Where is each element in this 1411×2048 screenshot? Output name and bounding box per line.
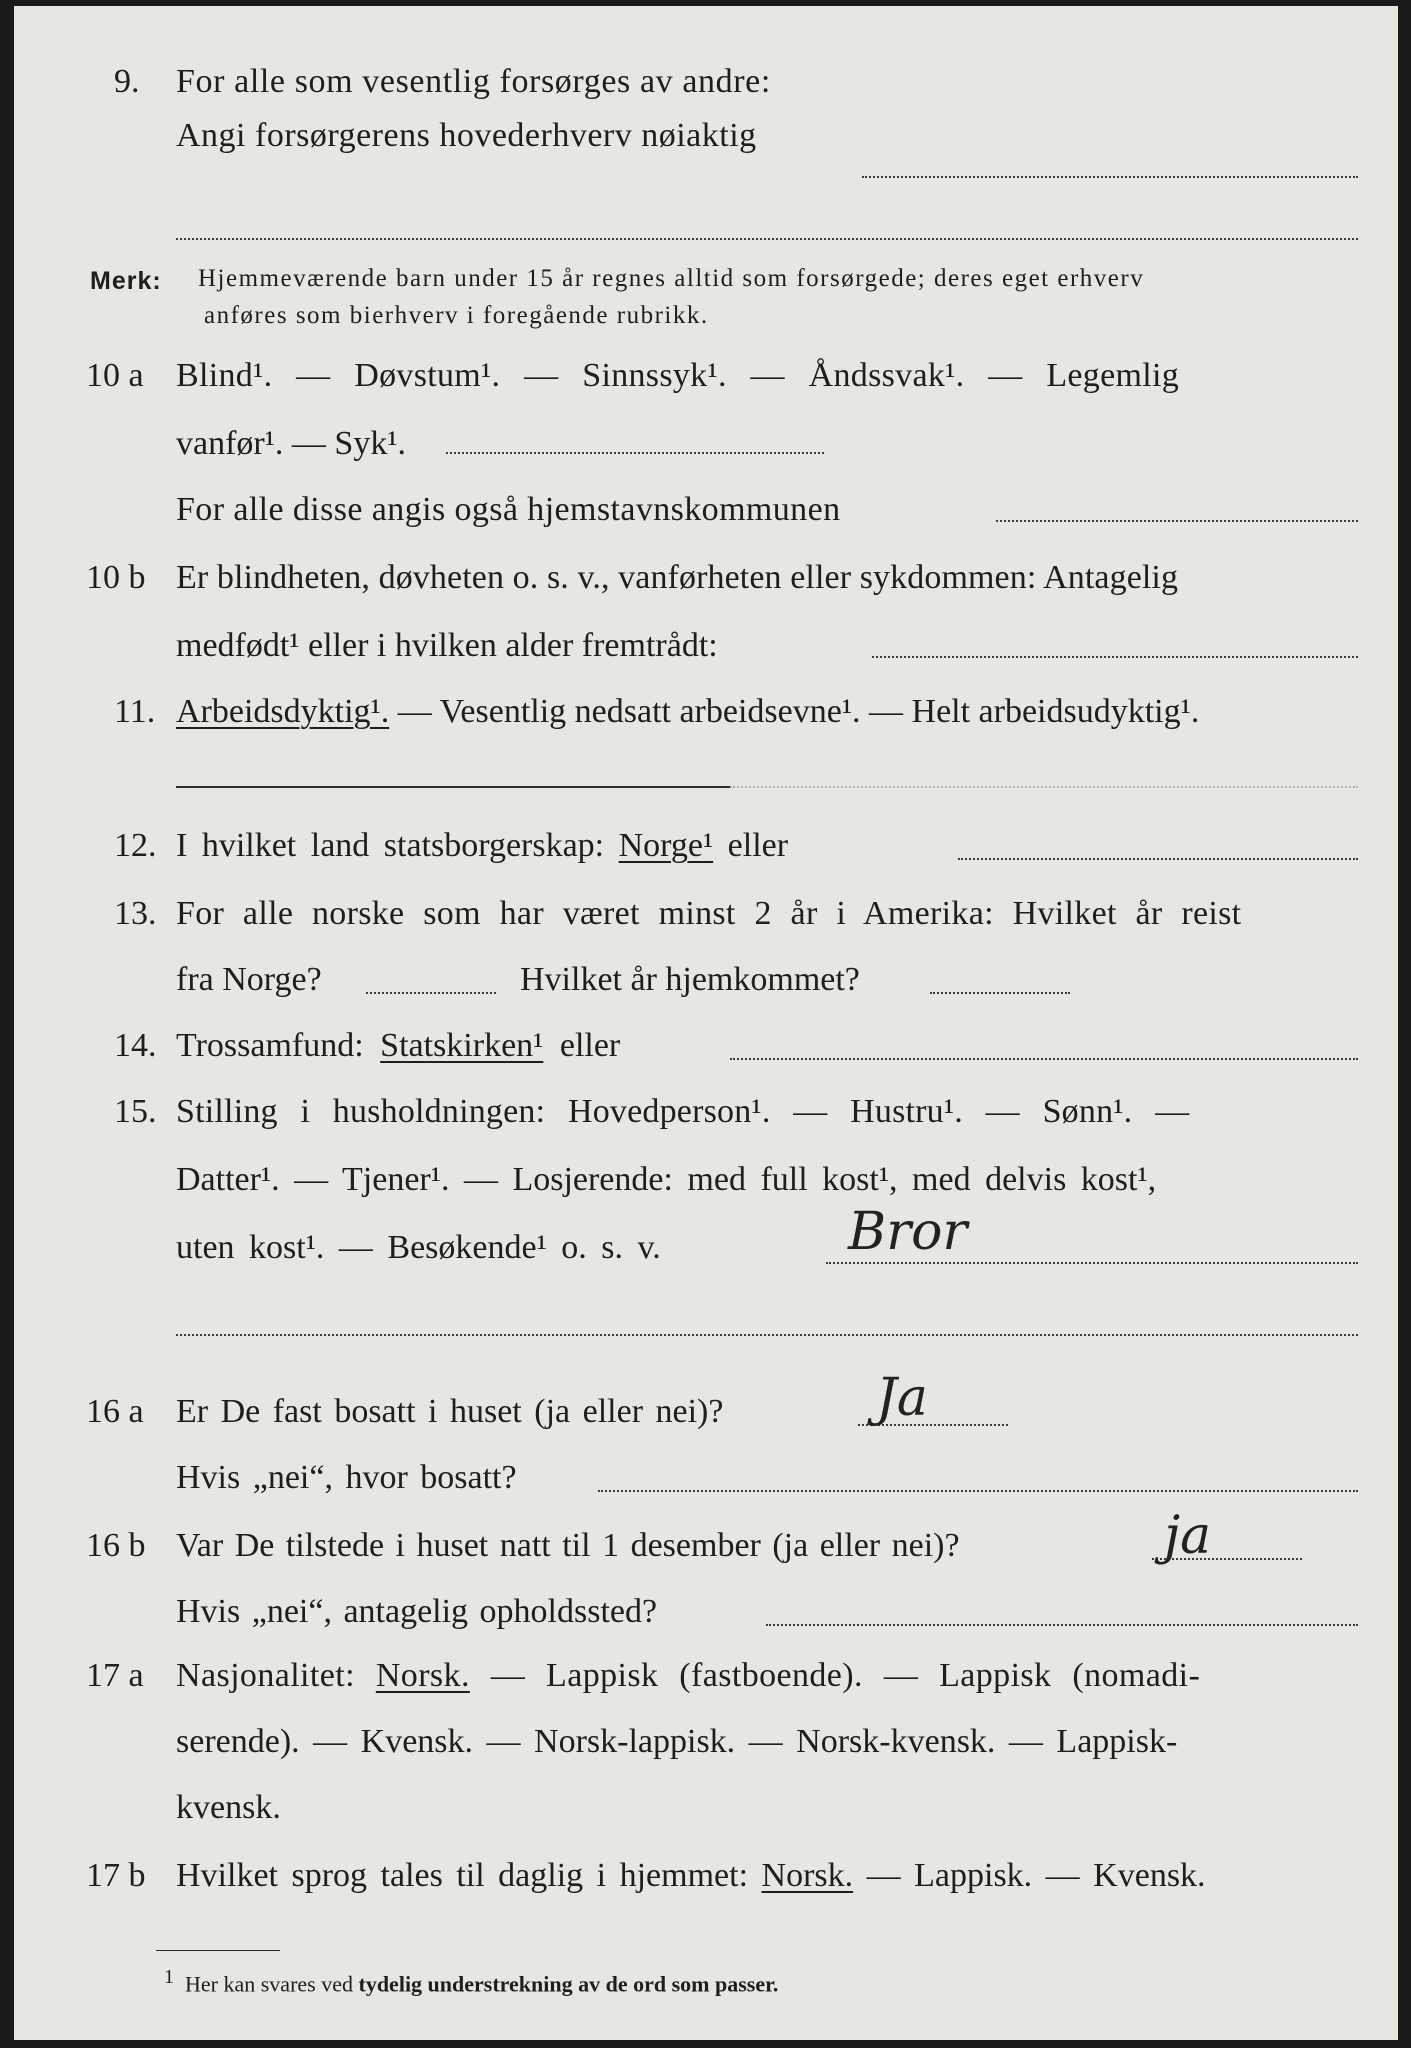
- q15-answer-line: [826, 1262, 1358, 1264]
- q17b-text: [176, 1856, 1206, 1896]
- q17a-line3: kvensk.: [176, 1789, 281, 1826]
- footnote: [164, 1964, 778, 1997]
- q13-hjemkommet-line: [930, 992, 1070, 994]
- q16a-line1: Er De fast bosatt i huset (ja eller nei)?: [176, 1393, 724, 1430]
- q16b-number: 16 b: [86, 1527, 146, 1564]
- q17a-line1: [176, 1656, 1200, 1696]
- q11-answer-line-faint: [730, 786, 1358, 788]
- q16b-handwritten-answer: ja: [1164, 1506, 1212, 1566]
- q16b-line1: Var De tilstede i huset natt til 1 desember (ja eller nei)?: [176, 1527, 960, 1564]
- q17b-pre: Hvilket sprog tales til daglig i hjemmet:: [176, 1857, 762, 1894]
- q10a-answer-line: [446, 452, 824, 454]
- q12-text: [176, 826, 788, 866]
- q17a-line2: serende). — Kvensk. — Norsk-lappisk. — Norsk-kvensk. — Lappisk-: [176, 1723, 1178, 1760]
- q10a-line3: For alle disse angis også hjemstavnskommunen: [176, 491, 841, 528]
- q10a-line1: Blind¹. — Døvstum¹. — Sinnssyk¹. — Åndssvak¹. — Legemlig: [176, 357, 1180, 394]
- footnote-text: Her kan svares ved: [185, 1971, 359, 1997]
- footnote-mark: 1: [164, 1966, 174, 1988]
- q17a-line1-rest: — Lappisk (fastboende). — Lappisk (nomadi-: [469, 1657, 1201, 1694]
- q11-number: 11.: [114, 693, 156, 730]
- q10b-answer-line: [872, 656, 1358, 658]
- footnote-bold: tydelig understrekning av de ord som passer.: [358, 1971, 779, 1997]
- q17b-option-norsk: Norsk.: [761, 1857, 854, 1894]
- q9-answer-line: [862, 176, 1358, 178]
- q17a-option-norsk: Norsk.: [375, 1657, 470, 1694]
- q17a-pre: Nasjonalitet:: [176, 1657, 376, 1694]
- q15-line1: Stilling i husholdningen: Hovedperson¹. — Hustru¹. — Sønn¹. —: [176, 1093, 1190, 1130]
- q13-number: 13.: [114, 895, 157, 932]
- q9-line2: Angi forsørgerens hovederhverv nøiaktig: [176, 117, 757, 154]
- q17a-number: 17 a: [86, 1657, 144, 1694]
- q10a-kommune-line: [996, 520, 1358, 522]
- q10b-line2: medfødt¹ eller i hvilken alder fremtrådt:: [176, 627, 718, 664]
- q13-line1: For alle norske som har været minst 2 år i Amerika: Hvilket år reist: [176, 895, 1242, 932]
- q11-answer-line: [176, 786, 730, 788]
- merk-line2: anføres som bierhverv i foregående rubrikk.: [204, 302, 709, 329]
- q16a-handwritten-answer: Ja: [876, 1368, 928, 1428]
- q16b-opholdssted-line: [766, 1624, 1358, 1626]
- q14-pre: Trossamfund:: [176, 1027, 381, 1064]
- q17b-number: 17 b: [86, 1857, 146, 1894]
- q14-option-statskirken: Statskirken¹: [380, 1027, 544, 1064]
- q10a-number: 10 a: [86, 357, 144, 394]
- q15-answer-line-2: [176, 1334, 1358, 1336]
- q11-option-arbeidsdyktig: Arbeidsdyktig¹.: [176, 693, 390, 730]
- q14-number: 14.: [114, 1027, 157, 1064]
- q9-answer-line-2: [176, 238, 1358, 240]
- q10a-line2: vanfør¹. — Syk¹.: [176, 425, 407, 462]
- q9-number: 9.: [114, 63, 140, 100]
- footnote-rule: [156, 1950, 280, 1951]
- q13-reist-line: [366, 992, 496, 994]
- q12-number: 12.: [114, 827, 157, 864]
- q16a-number: 16 a: [86, 1393, 144, 1430]
- q15-handwritten-answer: Bror: [848, 1202, 968, 1262]
- q11-rest: — Vesentlig nedsatt arbeidsevne¹. — Helt arbeidsudyktig¹.: [389, 693, 1200, 730]
- q14-answer-line: [730, 1058, 1358, 1060]
- q13-line2b: Hvilket år hjemkommet?: [520, 961, 860, 998]
- q15-line3: uten kost¹. — Besøkende¹ o. s. v.: [176, 1229, 661, 1266]
- q12-post: eller: [713, 827, 789, 864]
- q13-line2a: fra Norge?: [176, 961, 322, 998]
- q9-line1: For alle som vesentlig forsørges av andre:: [176, 63, 771, 100]
- q17b-post: — Lappisk. — Kvensk.: [853, 1857, 1206, 1894]
- q16a-line2: Hvis „nei“, hvor bosatt?: [176, 1459, 517, 1496]
- merk-line1: Hjemmeværende barn under 15 år regnes alltid som forsørgede; deres eget erhverv: [198, 265, 1145, 292]
- q12-answer-line: [958, 858, 1358, 860]
- q16a-bosatt-line: [598, 1490, 1358, 1492]
- merk-label: Merk:: [90, 267, 162, 295]
- census-form-page: [14, 6, 1398, 2040]
- q15-line2: Datter¹. — Tjener¹. — Losjerende: med full kost¹, med delvis kost¹,: [176, 1161, 1157, 1198]
- q11-text: [176, 692, 1199, 732]
- q14-post: eller: [543, 1027, 621, 1064]
- q15-number: 15.: [114, 1093, 157, 1130]
- q14-text: [176, 1026, 620, 1066]
- q10b-number: 10 b: [86, 559, 146, 596]
- q12-option-norge: Norge¹: [618, 827, 714, 864]
- q12-pre: I hvilket land statsborgerskap:: [176, 827, 619, 864]
- q16b-line2: Hvis „nei“, antagelig opholdssted?: [176, 1593, 658, 1630]
- q10b-line1: Er blindheten, døvheten o. s. v., vanførheten eller sykdommen: Antagelig: [176, 559, 1179, 596]
